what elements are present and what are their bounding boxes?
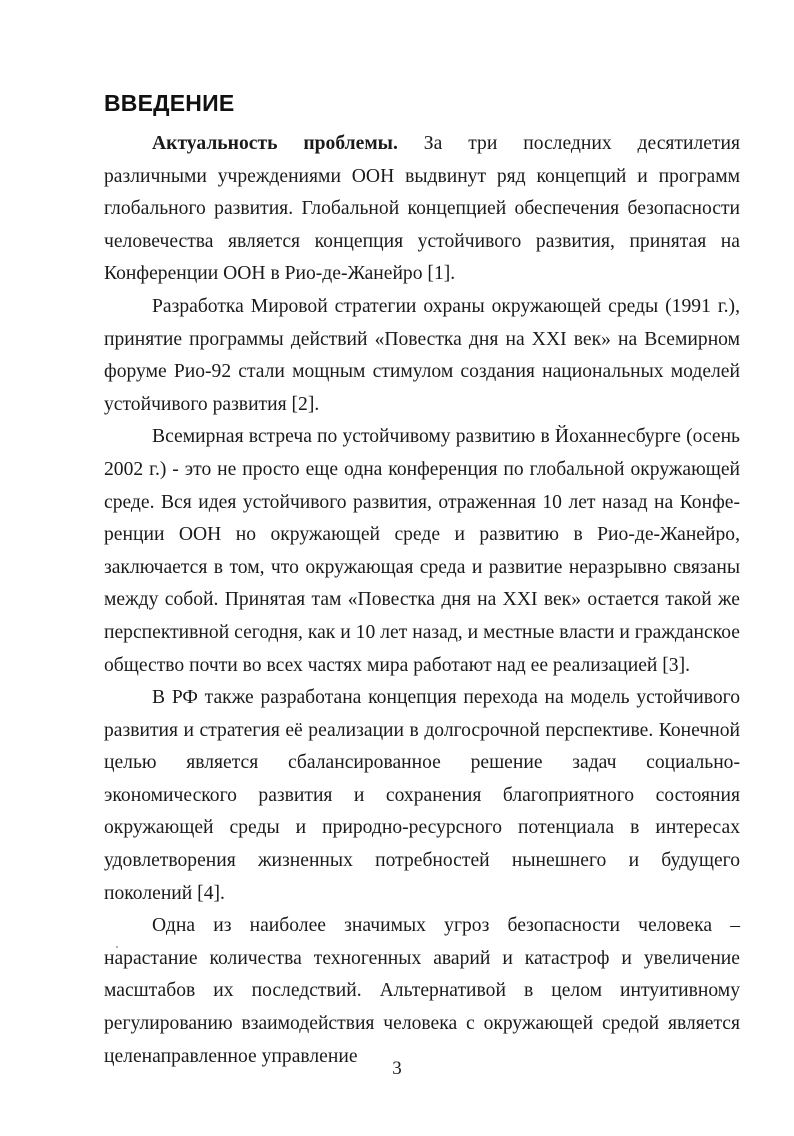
scan-speck: [116, 946, 118, 948]
body-text: [104, 128, 740, 1073]
paragraph-lead: Актуальность проблемы.: [152, 133, 398, 154]
paragraph-world-strategy: [104, 291, 740, 421]
page-number: 3: [392, 1058, 402, 1079]
paragraph-johannesburg-summit: [104, 421, 740, 682]
paragraph-text: В РФ также разработана концепция перехода на модель устойчивого развития и стратегия её реализации в долгосрочной перспективе. Конечной целью является сбалансированное решение задач социально-экономического развития и сохранения благоприятного состояния окружающей среды и природно-ресурсного потенциала в интересах удовлетворения жизненных потребностей нынешнего и будущего поколений [4].: [104, 687, 740, 904]
paragraph-safety-threats: [104, 910, 740, 1073]
paragraph-relevance: [104, 128, 740, 291]
paragraph-russian-concept: [104, 682, 740, 910]
page-title: ВВЕДЕНИЕ: [104, 90, 235, 116]
paragraph-text: Одна из наиболее значимых угроз безопасности человека – нарастание количества техногенных аварий и катастроф и увеличение масштабов их последствий. Альтернативой в целом интуитивному регулированию взаимодействия человека с окружающей средой является целенаправленное управление: [104, 915, 740, 1067]
paragraph-text: Разработка Мировой стратегии охраны окружающей среды (1991 г.), принятие программы действий «Повестка дня на XXI век» на Всемирном форуме Рио-92 стали мощным стимулом создания национальных моделей устойчивого развития [2].: [104, 295, 740, 415]
paragraph-text: За три последних десятилетия различными учреждениями ООН выдвинут ряд концепций и программ глобального развития. Глобальной концепцией обеспечения безопасности человечества является концепция устойчивого развития, принятая на Конференции ООН в Рио-де-Жанейро [1].: [104, 133, 740, 285]
paragraph-text: Всемирная встреча по устойчивому развитию в Йоханнесбурге (осень 2002 г.) - это не просто еще одна конференция по глобальной окружающей среде. Вся идея устойчивого развития, отраженная 10 лет назад на Конференции ООН но окружающей среде и развитию в Рио-де-Жанейро, заключается в том, что окружающая среда и развитие неразрывно связаны между собой. Принятая там «Повестка дня на XXI век» остается такой же перспективной сегодня, как и 10 лет назад, и местные власти и гражданское общество почти во всех частях мира работают над ее реализацией [3].: [104, 426, 740, 676]
